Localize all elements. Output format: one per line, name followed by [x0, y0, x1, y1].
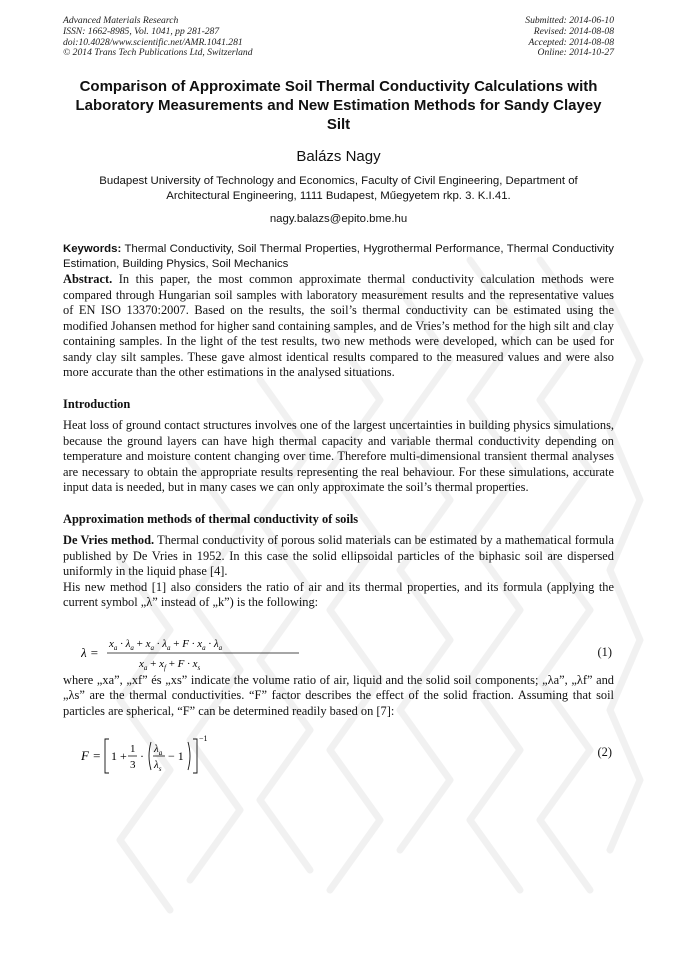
journal-name: Advanced Materials Research — [63, 15, 179, 26]
equation-1 — [63, 633, 614, 673]
abstract — [63, 272, 614, 381]
eq2-lambda-s-sub: s — [158, 765, 162, 774]
introduction-text: Heat loss of ground contact structures involves one of the largest uncertainties in building physics simulations, because the ground layers can have high thermal capacity and variable thermal conductivity depending on temperature and moisture content changing over time. Therefore multi-dimensional transient thermal analyses are necessary to obtain the appropriate results representing the real behaviour. For these simulations, accurate input data is needed, but in many cases we can only approximate the soil’s thermal properties. — [63, 418, 614, 495]
eq2-plus: + — [120, 749, 127, 764]
de-vries-text: Thermal conductivity of porous solid materials can be estimated by a mathematical formula published by De Vries in 1952. In this case the solid ellipsoidal particles of the biphasic soil are dispersed uniformly in the liquid phase [4]. — [63, 533, 615, 579]
issn-line: ISSN: 1662-8985, Vol. 1041, pp 281-287 — [63, 25, 220, 37]
author-affiliation: Budapest University of Technology and Economics, Faculty of Civil Engineering, Department of Architectural Engineering, 1111 Budapest, Műegyetem rkp. 3. K.I.41. — [99, 175, 578, 203]
eq1-numerator: $x_a \cdot \lambda_a + x_a \cdot \lambda_a + F \cdot x_a \cdot \lambda_a$ — [109, 637, 223, 652]
paper-page — [63, 16, 614, 777]
eq1-lhs: λ = — [81, 644, 99, 660]
eq2-frac-num: 1 — [130, 743, 136, 756]
eq2-lhs: F = — [81, 748, 101, 764]
eq2-one: 1 — [111, 749, 117, 764]
doi-line: doi:10.4028/www.scientific.net/AMR.1041.281 — [63, 36, 243, 48]
new-method-paragraph: His new method [1] also considers the ratio of air and its thermal properties, and its formula (applying the current symbol „λ” instead of „k”) is the following: — [63, 579, 614, 610]
eq2-exponent: −1 — [199, 734, 208, 744]
eq2-lambda-s — [153, 759, 162, 773]
paper-title: Comparison of Approximate Soil Thermal Conductivity Calculations with Laboratory Measurements and New Estimation Methods for Sandy Clayey Silt — [75, 78, 602, 134]
revised-date: Revised: 2014-08-08 — [533, 25, 614, 37]
de-vries-paragraph — [63, 533, 614, 580]
eq1-denominator: $x_a + x_f + F \cdot x_s$ — [139, 657, 201, 672]
eq2-minus-one: − 1 — [168, 749, 184, 764]
abstract-label: Abstract. — [63, 272, 113, 287]
keywords-text: Thermal Conductivity, Soil Thermal Properties, Hygrothermal Performance, Thermal Conductivity Estimation, Building Physics, Soil Mechanics — [63, 243, 614, 271]
eq2-dot: · — [140, 749, 144, 764]
eq2-left-bracket — [105, 739, 109, 773]
author-name: Balázs Nagy — [296, 148, 381, 166]
approximation-methods-heading: Approximation methods of thermal conductivity of soils — [63, 511, 359, 526]
eq2-right-paren — [188, 742, 190, 770]
keywords — [63, 242, 614, 272]
equation-2 — [63, 733, 614, 777]
journal-header — [63, 16, 614, 59]
eq2-lambda-s-symbol: λ — [154, 759, 159, 772]
author-email[interactable]: nagy.balazs@epito.bme.hu — [269, 213, 408, 226]
keywords-label: Keywords: — [63, 243, 122, 256]
submitted-date: Submitted: 2014-06-10 — [525, 15, 614, 26]
accepted-date: Accepted: 2014-08-08 — [528, 36, 614, 48]
submission-dates — [525, 16, 614, 59]
abstract-text: In this paper, the most common approximate thermal conductivity calculation methods were compared through Hungarian soil samples with laboratory measurement results and the representative values of EN ISO 13370:2007. Based on the results, the soil’s thermal conductivity can be estimated using the modified Johansen method for higher sand containing samples, and de Vries’s method for the high silt and clay containing samples. In the light of the test results, two new methods were developed, which can be used for sandy clay silt samples. These gave almost identical results compared to the measured values and were also more accurate than the other estimations in the analysed situations. — [63, 272, 614, 380]
equation-2-number: (2) — [597, 745, 612, 760]
eq2-left-paren — [149, 742, 151, 770]
where-paragraph: where „xa”, „xf” és „xs” indicate the volume ratio of air, liquid and the solid soil components; „λa”, „λf” and „λs” are the thermal conductivities. “F” factor describes the effect of the solid fraction. Assuming that soil particles are spherical, “F” can be determined readily based on [7]: — [63, 672, 614, 718]
online-date: Online: 2014-10-27 — [537, 47, 614, 59]
copyright-line: © 2014 Trans Tech Publications Ltd, Switzerland — [63, 47, 253, 59]
journal-info — [63, 16, 253, 59]
equation-2-formula — [81, 733, 241, 777]
introduction-heading: Introduction — [63, 396, 131, 411]
equation-1-formula — [81, 633, 321, 673]
eq2-lambda-a — [153, 743, 163, 757]
equation-1-number: (1) — [597, 644, 612, 659]
eq2-lambda-a-symbol: λ — [154, 743, 159, 756]
eq2-lambda-a-sub: a — [158, 749, 163, 758]
eq2-right-bracket — [193, 739, 197, 773]
de-vries-label: De Vries method. — [63, 533, 155, 548]
eq2-frac-den: 3 — [130, 759, 136, 772]
